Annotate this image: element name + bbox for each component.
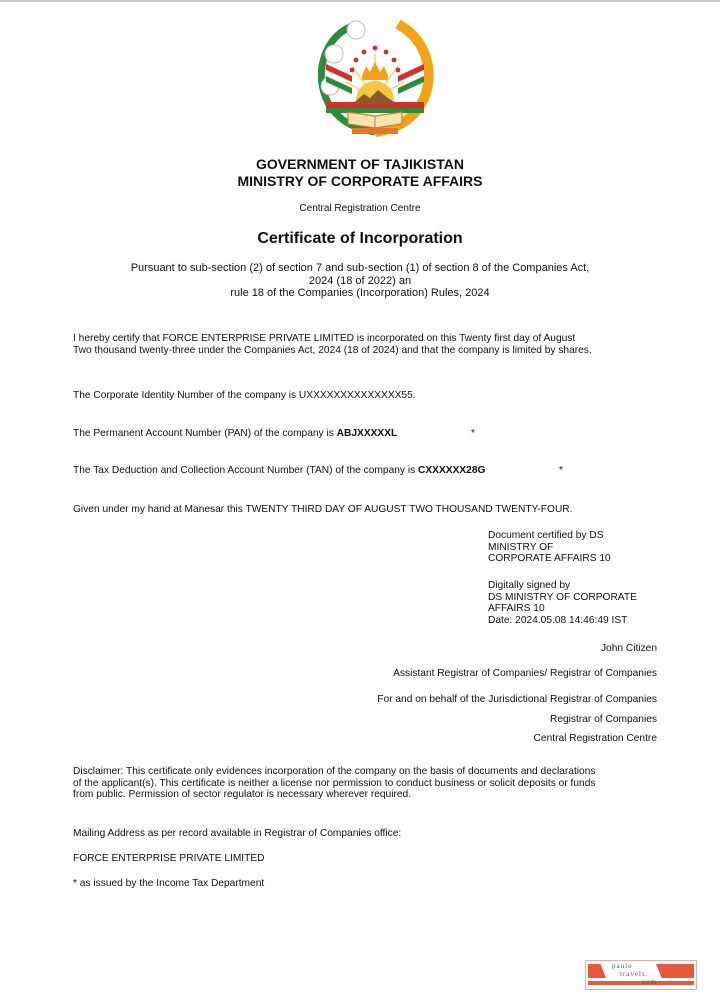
registrar-line: Registrar of Companies xyxy=(549,714,657,725)
watermark-band-right xyxy=(656,964,694,978)
tan-line: The Tax Deduction and Collection Account Number (TAN) of the company is CXXXXXX28G xyxy=(73,465,486,476)
pan-line: The Permanent Account Number (PAN) of the company is ABJXXXXXL xyxy=(73,428,398,439)
cin-line: The Corporate Identity Number of the company is UXXXXXXXXXXXXXX55. xyxy=(73,390,416,401)
signatory-name: John Citizen xyxy=(600,643,657,654)
mailing-address-name: FORCE ENTERPRISE PRIVATE LIMITED xyxy=(73,853,265,864)
certificate-title: Certificate of Incorporation xyxy=(257,230,463,247)
disclaimer: Disclaimer: This certificate only evidences incorporation of the company on the basis of documents and declarations of the applicant(s). This certificate is neither a license nor permission to conduct business or solicit deposits or funds from public. Permission of sector regulator is necessary wherever required. xyxy=(73,766,596,800)
given-line: Given under my hand at Manesar this TWENTY THIRD DAY OF AUGUST TWO THOUSAND TWENTY-FOUR. xyxy=(73,504,573,515)
income-tax-note: * as issued by the Income Tax Department xyxy=(73,878,265,889)
mailing-address-label: Mailing Address as per record available in Registrar of Companies office: xyxy=(73,828,402,839)
centre-line: Central Registration Centre xyxy=(533,733,657,744)
tan-value: CXXXXXX28G xyxy=(418,465,486,476)
government-heading: GOVERNMENT OF TAJIKISTAN xyxy=(256,156,464,172)
coat-of-arms-emblem xyxy=(312,14,438,140)
top-border xyxy=(0,0,720,2)
behalf-line: For and on behalf of the Jurisdictional Registrar of Companies xyxy=(377,694,657,705)
watermark-band-left xyxy=(588,964,606,978)
tan-asterisk: * xyxy=(559,465,563,476)
pursuant-clause: Pursuant to sub-section (2) of section 7 and sub-section (1) of section 8 of the Companies Act, 2024 (18 of 2022) an rule 18 of the Companies (Incorporation) Rules, 2024 xyxy=(130,262,590,299)
certified-by-block: Document certified by DS MINISTRY OF CORPORATE AFFAIRS 10 xyxy=(488,530,611,564)
certify-paragraph: I hereby certify that FORCE ENTERPRISE PRIVATE LIMITED is incorporated on this Twenty first day of August Two thousand twenty-three under the Companies Act, 2024 (18 of 2024) and that the company is limited by shares. xyxy=(73,333,592,356)
office-label: Central Registration Centre xyxy=(299,203,421,214)
watermark-logo xyxy=(585,960,697,990)
watermark-text: paulo travels. com xyxy=(612,962,658,986)
ministry-heading: MINISTRY OF CORPORATE AFFAIRS xyxy=(237,173,483,189)
digital-signature-block: Digitally signed by DS MINISTRY OF CORPORATE AFFAIRS 10 Date: 2024.05.08 14:46:49 IST xyxy=(488,580,637,626)
signatory-role: Assistant Registrar of Companies/ Registrar of Companies xyxy=(393,668,657,679)
pan-value: ABJXXXXXL xyxy=(336,428,398,439)
pan-asterisk: * xyxy=(471,428,475,439)
